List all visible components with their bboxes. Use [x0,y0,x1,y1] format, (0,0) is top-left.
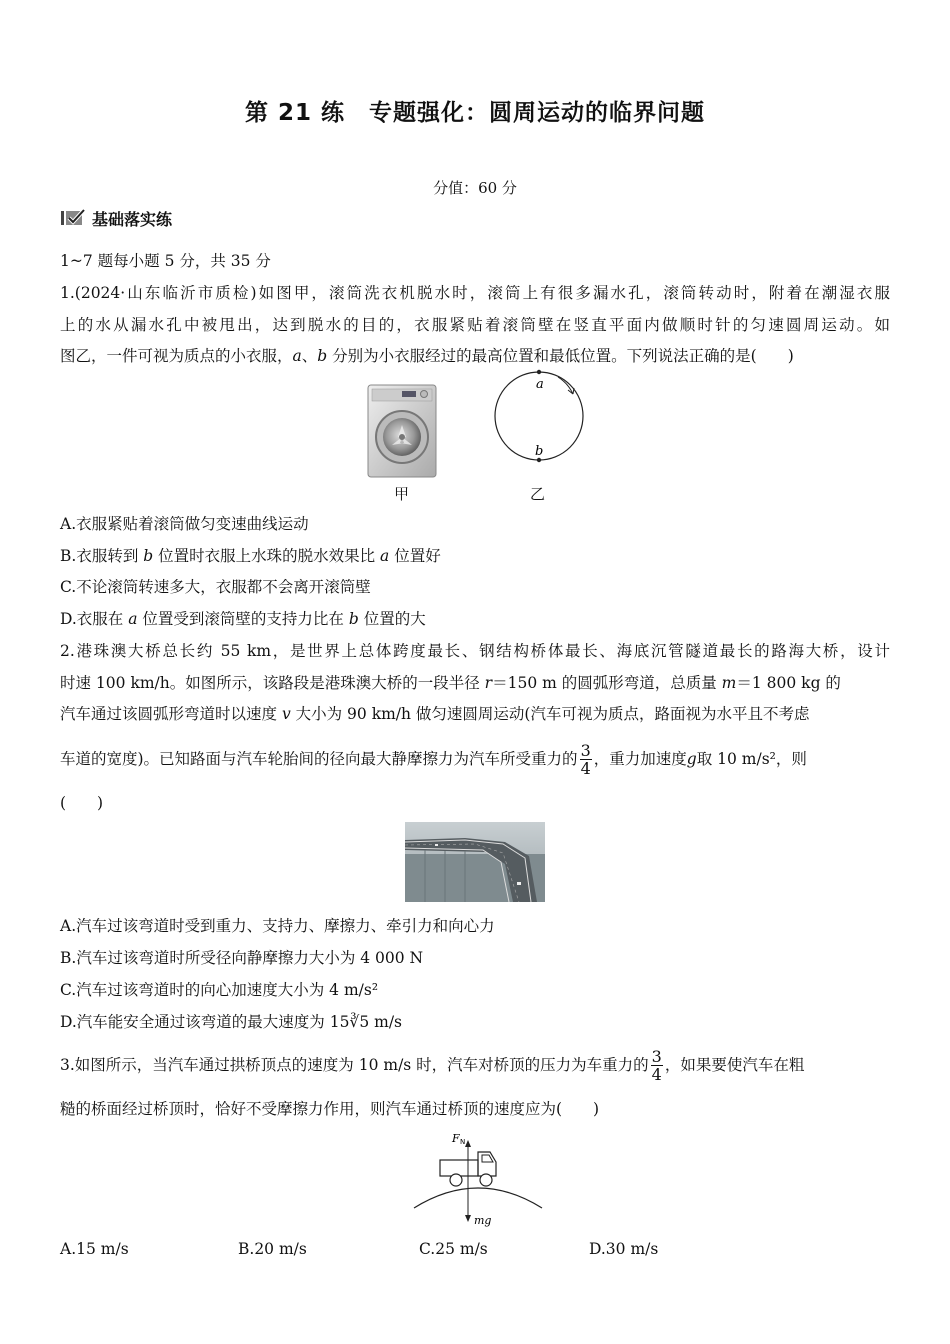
bridge-photo-figure [405,822,545,902]
label-a: a [536,377,544,392]
q2-option-a: A.汽车过该弯道时受到重力、支持力、摩擦力、牵引力和向心力 [60,917,495,935]
q1-option-d: D.衣服在 a 位置受到滚筒壁的支持力比在 b 位置的大 [60,610,426,628]
figure-caption-yi: 乙 [530,485,546,503]
circular-motion-diagram [488,350,592,474]
label-mg: mg [474,1214,492,1227]
washing-machine-figure [366,383,438,479]
figure-caption-jia: 甲 [394,485,410,503]
section-title: 基础落实练 [92,209,173,229]
label-fn-sub: N [460,1138,466,1146]
q3-option-d: D.30 m/s [589,1240,659,1258]
q1-line-3: 图乙，一件可视为质点的小衣服，a、b 分别为小衣服经过的最高位置和最低位置。下列说法正确的是( ) [60,347,794,365]
q2-line-4: 车道的宽度)。已知路面与汽车轮胎间的径向最大静摩擦力为汽车所受重力的 $\frac{3}{4}$ ，重力加速度 g 取 10 m/s²，则 [60,740,807,778]
fraction-three-quarters: $\frac{3}{4}$ [580,740,591,778]
q1-option-c: C.不论滚筒转速多大，衣服都不会离开滚筒壁 [60,578,371,596]
q2-line-1: 2.港珠澳大桥总长约 55 km，是世界上总体跨度最长、钢结构桥体最长、海底沉管隧道最长的路海大桥，设计 [60,642,890,660]
q3-option-b: B.20 m/s [238,1240,307,1258]
arch-bridge-truck-diagram [410,1128,546,1230]
section-heading [60,205,172,231]
q2-line-2: 时速 100 km/h。如图所示，该路段是港珠澳大桥的一段半径 r＝150 m 的圆弧形弯道，总质量 m＝1 800 kg 的 [60,674,841,692]
q3-line-1: 3.如图所示，当汽车通过拱桥顶点的速度为 10 m/s 时，汽车对桥顶的压力为车重力的 $\frac{3}{4}$ ，如果要使汽车在粗 [60,1046,805,1084]
score-label: 分值：60 分 [433,179,517,197]
q3-option-c: C.25 m/s [419,1240,488,1258]
q2-option-d: D.汽车能安全通过该弯道的最大速度为 15∛5 m/s [60,1013,403,1031]
q2-line-3: 汽车通过该圆弧形弯道时以速度 v 大小为 90 km/h 做匀速圆周运动(汽车可视为质点，路面视为水平且不考虑 [60,705,810,723]
checklist-icon [60,209,86,227]
q3-option-a: A.15 m/s [60,1240,129,1258]
label-b: b [535,444,544,459]
label-fn: F [452,1132,460,1145]
intro-text: 1~7 题每小题 5 分，共 35 分 [60,252,271,270]
page-title: 第 21 练 专题强化：圆周运动的临界问题 [244,100,706,126]
q2-option-c: C.汽车过该弯道时的向心加速度大小为 4 m/s² [60,981,379,999]
q3-line-2: 糙的桥面经过桥顶时，恰好不受摩擦力作用，则汽车通过桥顶的速度应为( ) [60,1100,600,1118]
q1-option-b: B.衣服转到 b 位置时衣服上水珠的脱水效果比 a 位置好 [60,547,441,565]
fraction-three-quarters-q3: $\frac{3}{4}$ [651,1046,662,1084]
q1-option-a: A.衣服紧贴着滚筒做匀变速曲线运动 [60,515,309,533]
q1-line-1: 1.(2024·山东临沂市质检)如图甲，滚筒洗衣机脱水时，滚筒上有很多漏水孔，滚筒转动时，附着在潮湿衣服 [60,284,890,302]
q2-line-5: ( ) [60,794,104,812]
q1-line-2: 上的水从漏水孔中被甩出，达到脱水的目的，衣服紧贴着滚筒壁在竖直平面内做顺时针的匀速圆周运动。如 [60,316,890,334]
q2-option-b: B.汽车过该弯道时所受径向静摩擦力大小为 4 000 N [60,949,424,967]
